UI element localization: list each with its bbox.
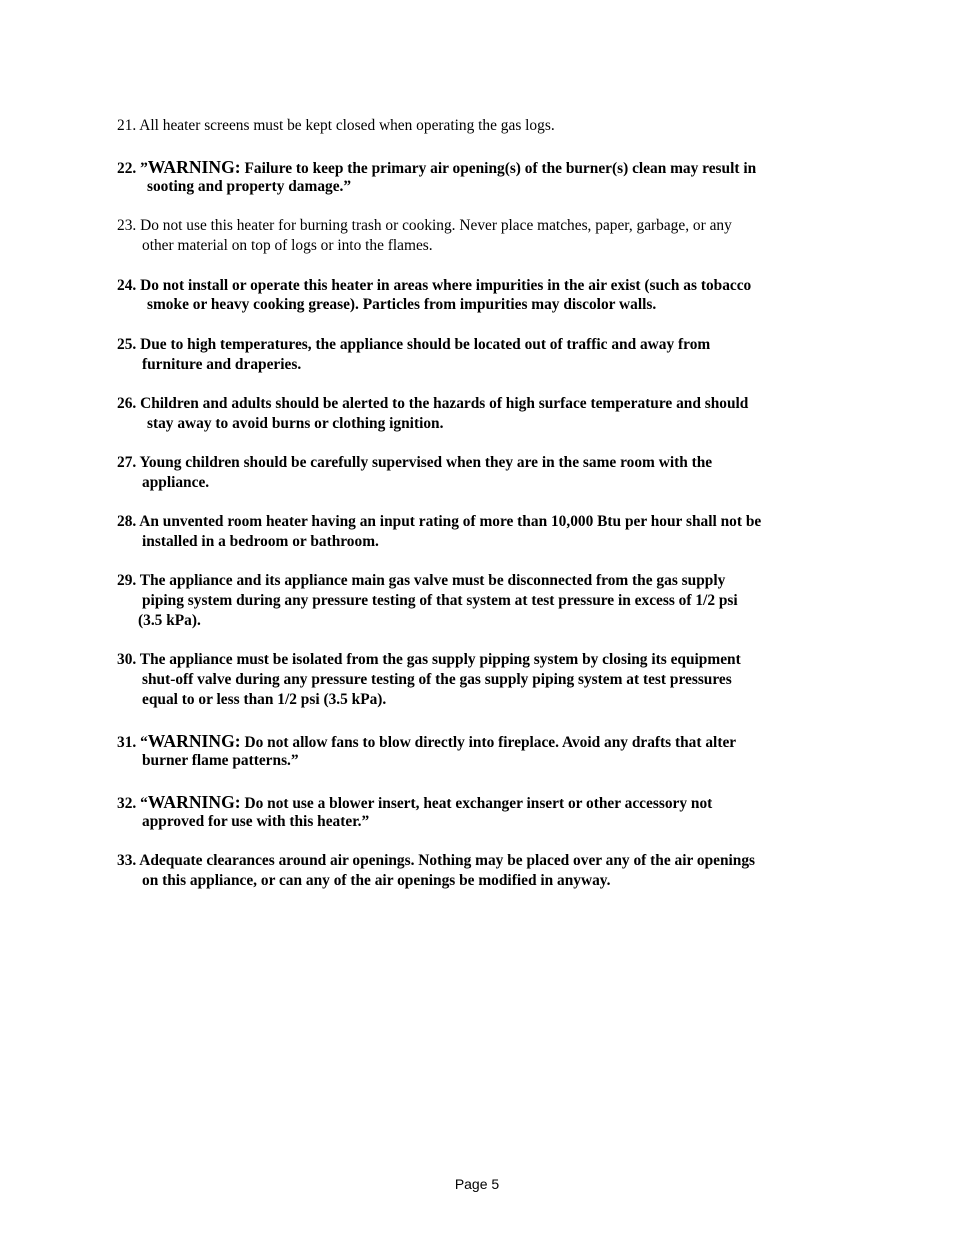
item-31-warning: WARNING:	[147, 731, 241, 751]
item-21-line-1: 21. All heater screens must be kept closed when operating the gas logs.	[117, 117, 555, 134]
item-29-line-2: piping system during any pressure testing of that system at test pressure in excess of 1/2 psi	[142, 592, 738, 609]
item-22-prefix: 22. ”	[117, 160, 148, 177]
item-23-line-2: other material on top of logs or into the flames.	[142, 237, 433, 254]
item-22-warning: WARNING:	[147, 157, 241, 177]
page-number: Page 5	[454, 1176, 500, 1192]
item-24-line-1: 24. Do not install or operate this heater in areas where impurities in the air exist (such as tobacco	[117, 277, 752, 294]
item-28-line-2: installed in a bedroom or bathroom.	[142, 533, 379, 550]
item-30-line-2: shut-off valve during any pressure testing of the gas supply piping system at test pressures	[142, 671, 732, 688]
item-32-prefix: 32. “	[117, 795, 148, 812]
item-25-line-2: furniture and draperies.	[142, 356, 302, 373]
item-31-text: Do not allow fans to blow directly into fireplace. Avoid any drafts that alter	[240, 734, 737, 751]
item-24-line-2: smoke or heavy cooking grease). Particles from impurities may discolor walls.	[147, 296, 657, 313]
item-31-line-1	[117, 731, 736, 753]
item-29-line-3: (3.5 kPa).	[138, 612, 201, 629]
item-30-line-3: equal to or less than 1/2 psi (3.5 kPa).	[142, 691, 387, 708]
item-32-text: Do not use a blower insert, heat exchanger insert or other accessory not	[240, 795, 713, 812]
item-25-line-1: 25. Due to high temperatures, the appliance should be located out of traffic and away from	[117, 336, 711, 353]
item-31-line-2: burner flame patterns.”	[142, 752, 299, 769]
item-27-line-1: 27. Young children should be carefully supervised when they are in the same room with the	[117, 454, 713, 471]
item-32-warning: WARNING:	[147, 792, 241, 812]
item-23-line-1: 23. Do not use this heater for burning trash or cooking. Never place matches, paper, garbage, or any	[117, 217, 732, 234]
item-29-line-1: 29. The appliance and its appliance main gas valve must be disconnected from the gas supply	[117, 572, 726, 589]
item-32-line-2: approved for use with this heater.”	[142, 813, 370, 830]
item-22-line-1	[117, 157, 756, 179]
item-31-prefix: 31. “	[117, 734, 148, 751]
item-33-line-2: on this appliance, or can any of the air openings be modified in anyway.	[142, 872, 611, 889]
item-22-text: Failure to keep the primary air opening(s) of the burner(s) clean may result in	[240, 160, 757, 177]
item-26-line-1: 26. Children and adults should be alerted to the hazards of high surface temperature and should	[117, 395, 749, 412]
item-30-line-1: 30. The appliance must be isolated from the gas supply pipping system by closing its equipment	[117, 651, 741, 668]
item-33-line-1: 33. Adequate clearances around air openings. Nothing may be placed over any of the air openings	[117, 852, 756, 869]
item-22-line-2: sooting and property damage.”	[147, 178, 352, 195]
item-28-line-1: 28. An unvented room heater having an input rating of more than 10,000 Btu per hour shall not be	[117, 513, 762, 530]
item-32-line-1	[117, 792, 712, 814]
item-26-line-2: stay away to avoid burns or clothing ignition.	[147, 415, 444, 432]
item-27-line-2: appliance.	[142, 474, 210, 491]
